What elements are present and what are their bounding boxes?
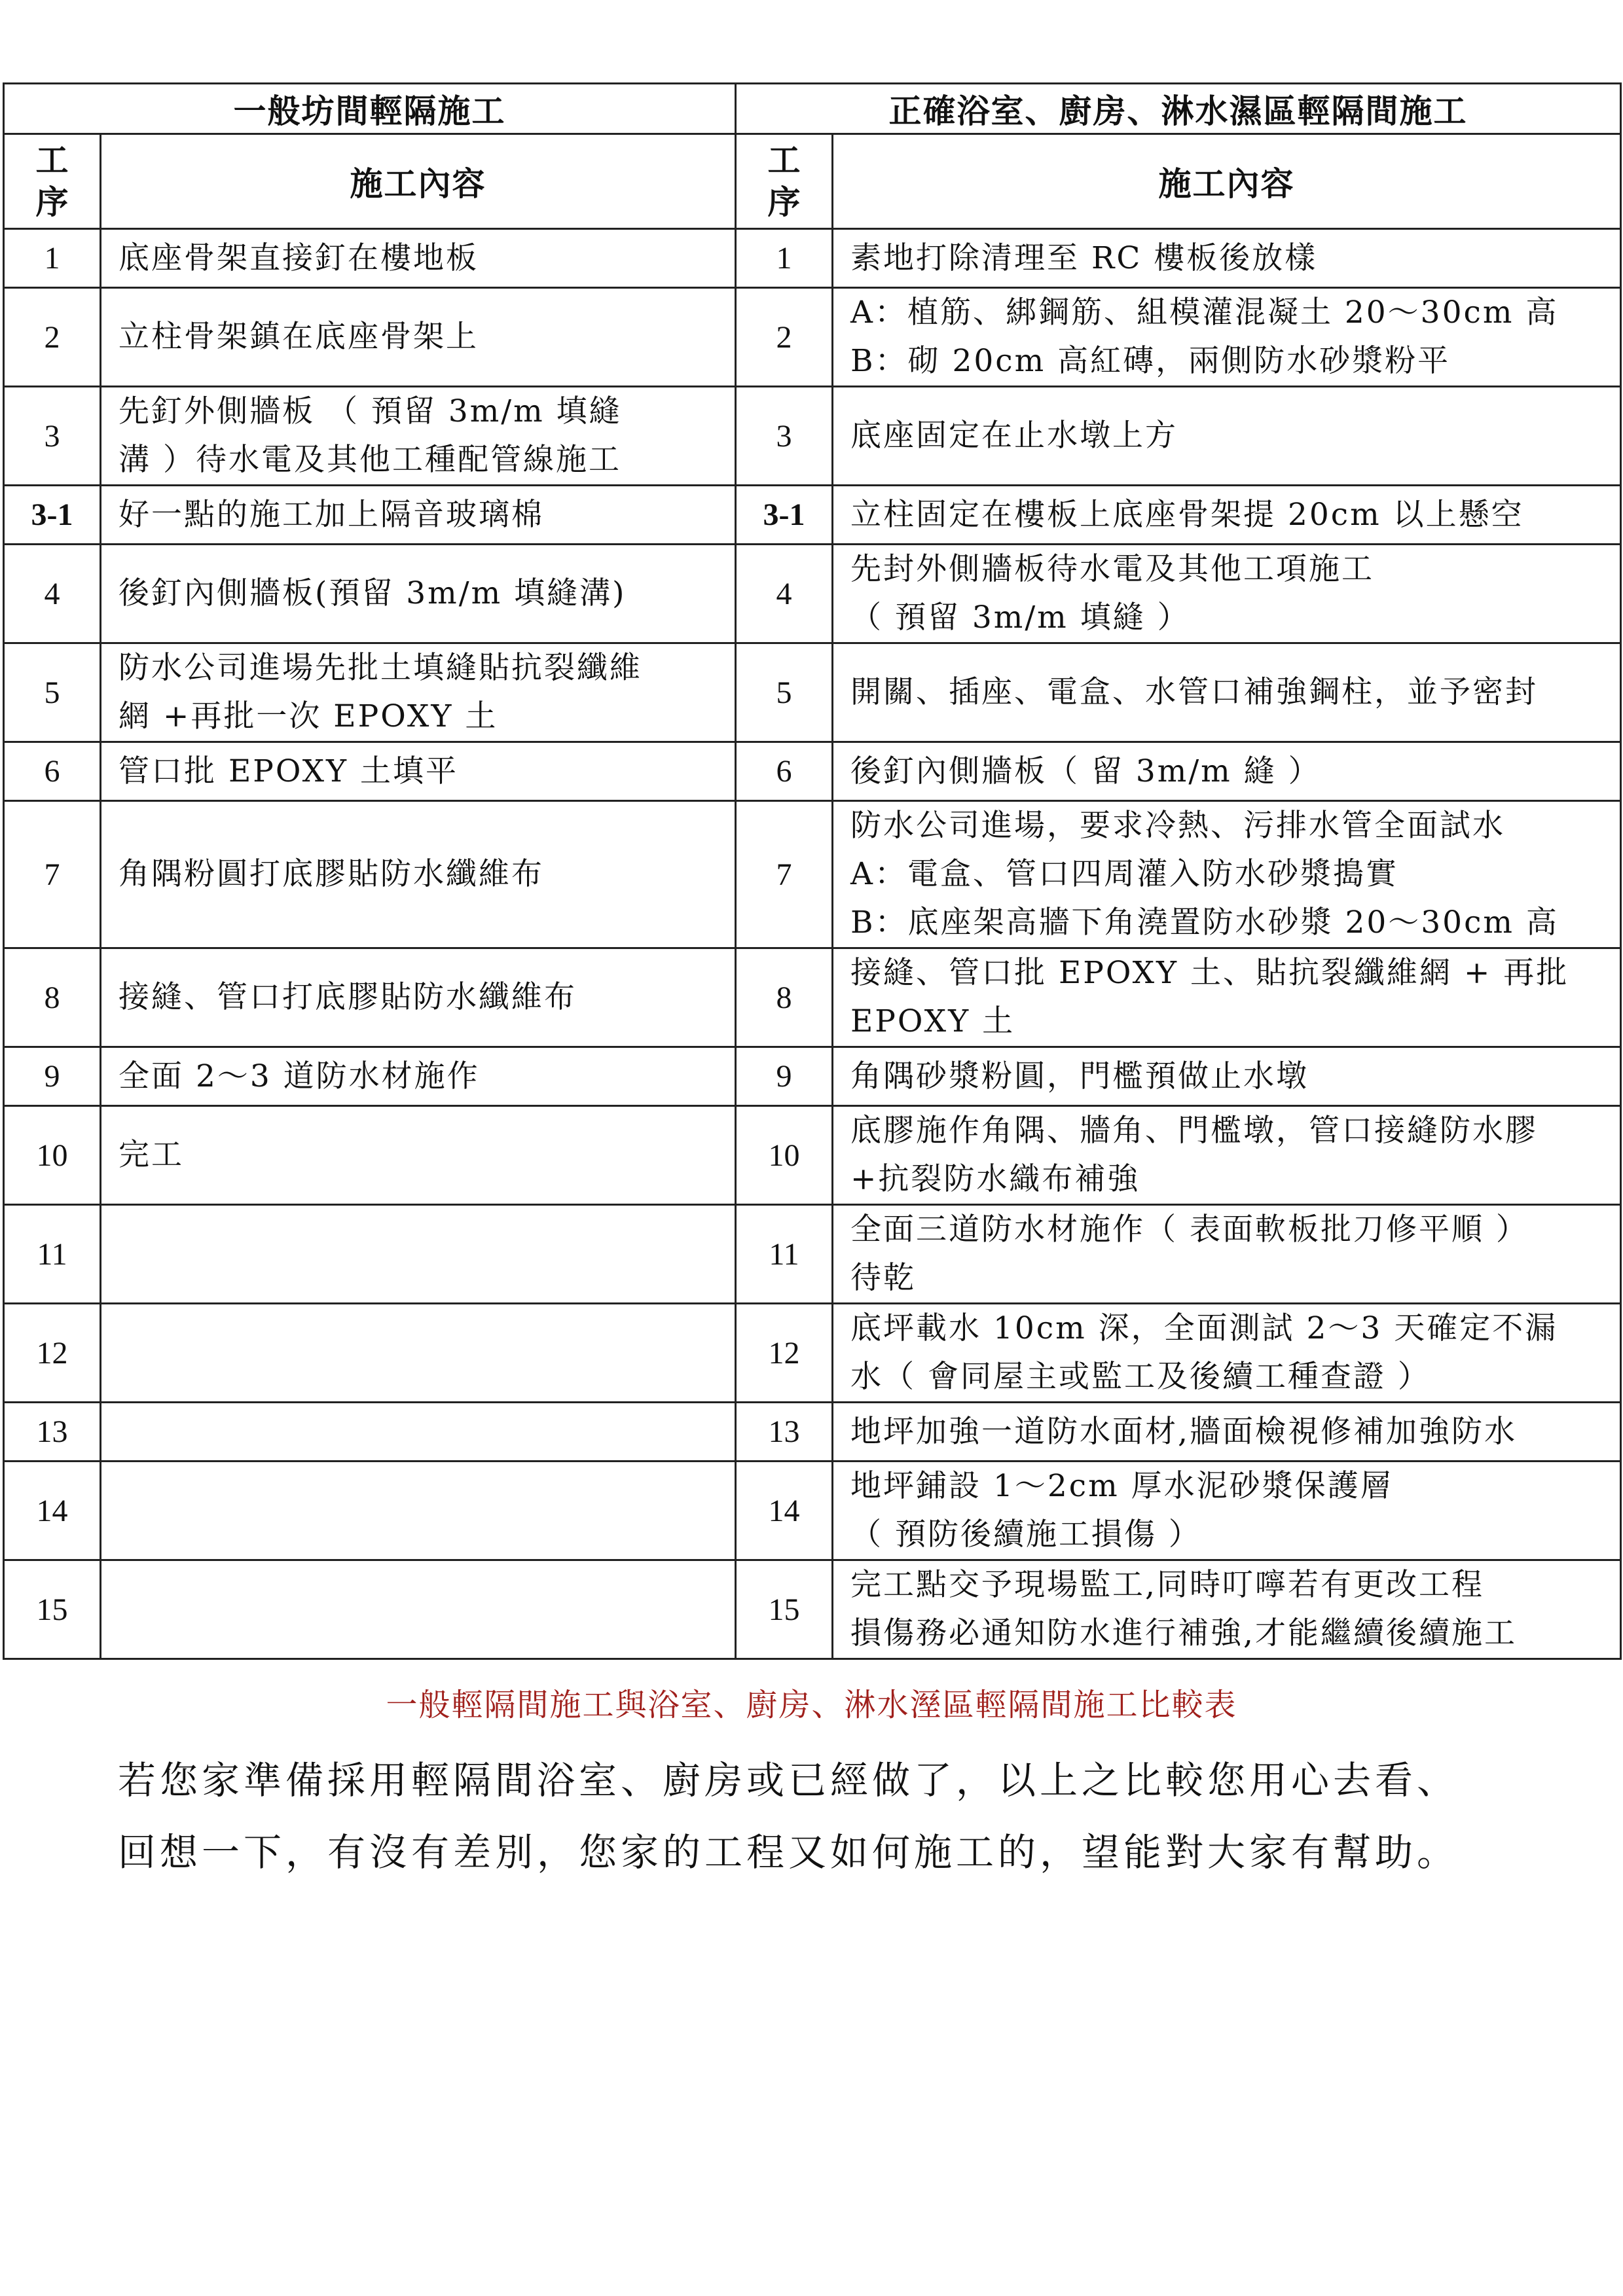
left-step-content <box>101 1304 736 1403</box>
right-step-content <box>833 1462 1621 1560</box>
left-step-number: 7 <box>4 801 101 948</box>
table-row <box>4 948 1621 1047</box>
left-step-number: 15 <box>4 1560 101 1659</box>
right-step-number: 14 <box>736 1462 833 1560</box>
right-step-number: 8 <box>736 948 833 1047</box>
left-step-content <box>101 643 736 742</box>
content-line: 先封外側牆板待水電及其他工項施工 <box>850 551 1374 587</box>
right-step-number: 3-1 <box>736 486 833 545</box>
left-step-content <box>101 948 736 1047</box>
content-line: 水（ 會同屋主或監工及後續工種查證 ） <box>850 1359 1431 1395</box>
step-header-line: 序 <box>767 183 801 221</box>
left-step-content <box>101 1205 736 1304</box>
content-line: 角隅砂漿粉圓，門檻預做止水墩 <box>850 1058 1309 1094</box>
left-step-number: 10 <box>4 1106 101 1205</box>
content-line: 損傷務必通知防水進行補強,才能繼續後續施工 <box>850 1615 1517 1651</box>
right-step-number: 2 <box>736 288 833 387</box>
content-line: （ 預留 3m/m 填縫 ） <box>850 600 1190 636</box>
section-title-row <box>4 84 1621 134</box>
right-step-content <box>833 643 1621 742</box>
paragraph-line: 回想一下，有沒有差別，您家的工程又如何施工的，望能對大家有幫助。 <box>118 1830 1459 1874</box>
table-row <box>4 643 1621 742</box>
left-step-number: 6 <box>4 742 101 801</box>
left-step-content <box>101 229 736 288</box>
right-step-content <box>833 1106 1621 1205</box>
content-line: 底坪載水 10cm 深，全面測試 2～3 天確定不漏 <box>850 1310 1558 1346</box>
right-step-number: 1 <box>736 229 833 288</box>
left-section-title: 一般坊間輕隔施工 <box>4 84 736 134</box>
content-line: 待乾 <box>850 1260 916 1296</box>
content-line: 底座骨架直接釘在樓地板 <box>119 240 479 276</box>
left-step-content <box>101 1106 736 1205</box>
right-step-header <box>736 134 833 229</box>
content-line: 底膠施作角隅、牆角、門檻墩，管口接縫防水膠 <box>850 1113 1538 1149</box>
right-step-content <box>833 1560 1621 1659</box>
content-line: 立柱骨架鎮在底座骨架上 <box>119 319 479 355</box>
content-line: 素地打除清理至 RC 樓板後放樣 <box>850 240 1318 276</box>
left-step-content <box>101 801 736 948</box>
left-step-number: 11 <box>4 1205 101 1304</box>
table-row <box>4 1047 1621 1106</box>
right-step-content <box>833 948 1621 1047</box>
content-line: 完工 <box>119 1137 184 1173</box>
content-line: 地坪加強一道防水面材,牆面檢視修補加強防水 <box>850 1413 1517 1450</box>
content-line: 好一點的施工加上隔音玻璃棉 <box>119 496 544 533</box>
right-step-content <box>833 486 1621 545</box>
table-row <box>4 1304 1621 1403</box>
table-row <box>4 1403 1621 1462</box>
right-step-number: 12 <box>736 1304 833 1403</box>
left-step-content <box>101 1403 736 1462</box>
table-row <box>4 387 1621 486</box>
content-line: B：砌 20cm 高紅磚，兩側防水砂漿粉平 <box>850 343 1451 379</box>
step-header-line: 工 <box>35 141 69 179</box>
content-line: （ 預防後續施工損傷 ） <box>850 1516 1201 1552</box>
right-step-content <box>833 742 1621 801</box>
left-step-number: 14 <box>4 1462 101 1560</box>
content-line: 地坪鋪設 1～2cm 厚水泥砂漿保護層 <box>850 1468 1393 1504</box>
right-step-content <box>833 288 1621 387</box>
content-line: 後釘內側牆板（ 留 3m/m 縫 ） <box>850 753 1321 789</box>
left-step-content <box>101 1560 736 1659</box>
content-line: B：底座架高牆下角澆置防水砂漿 20～30cm 高 <box>850 905 1559 941</box>
right-step-number: 13 <box>736 1403 833 1462</box>
content-line: 管口批 EPOXY 土填平 <box>119 753 459 789</box>
content-line: EPOXY 土 <box>850 1003 1015 1039</box>
content-line: +抗裂防水織布補強 <box>850 1161 1140 1197</box>
table-caption: 一般輕隔間施工與浴室、廚房、淋水溼區輕隔間施工比較表 <box>386 1687 1237 1723</box>
table-row <box>4 288 1621 387</box>
left-step-number: 4 <box>4 545 101 643</box>
table-row <box>4 1560 1621 1659</box>
content-line: 接縫、管口批 EPOXY 土、貼抗裂纖維網 + 再批 <box>850 955 1569 991</box>
content-line: 網 +再批一次 EPOXY 土 <box>119 698 498 734</box>
left-step-content <box>101 486 736 545</box>
table-row <box>4 1106 1621 1205</box>
step-header-line: 工 <box>767 141 801 179</box>
content-line: 全面三道防水材施作（ 表面軟板批刀修平順 ） <box>850 1211 1529 1247</box>
right-step-number: 11 <box>736 1205 833 1304</box>
right-step-number: 10 <box>736 1106 833 1205</box>
left-step-content <box>101 288 736 387</box>
right-step-content <box>833 1304 1621 1403</box>
content-line: 先釘外側牆板 （ 預留 3m/m 填縫 <box>119 393 622 429</box>
table-row <box>4 801 1621 948</box>
table-row <box>4 545 1621 643</box>
right-step-content <box>833 545 1621 643</box>
left-step-content <box>101 742 736 801</box>
content-line: 防水公司進場先批土填縫貼抗裂纖維 <box>119 650 642 686</box>
closing-paragraph <box>118 1744 1558 1888</box>
left-step-content <box>101 1462 736 1560</box>
left-content-header: 施工內容 <box>101 134 736 229</box>
left-step-content <box>101 545 736 643</box>
content-line: A：電盒、管口四周灌入防水砂漿搗實 <box>850 856 1398 892</box>
left-step-number: 5 <box>4 643 101 742</box>
content-line: 全面 2～3 道防水材施作 <box>119 1058 480 1094</box>
right-step-content <box>833 801 1621 948</box>
right-step-content <box>833 1205 1621 1304</box>
right-step-content <box>833 1047 1621 1106</box>
left-step-number: 13 <box>4 1403 101 1462</box>
step-header-line: 序 <box>35 183 69 221</box>
right-step-number: 3 <box>736 387 833 486</box>
table-row <box>4 486 1621 545</box>
left-step-number: 12 <box>4 1304 101 1403</box>
left-step-number: 3 <box>4 387 101 486</box>
content-line: 接縫、管口打底膠貼防水纖維布 <box>119 979 577 1015</box>
right-step-number: 5 <box>736 643 833 742</box>
left-step-content <box>101 1047 736 1106</box>
content-line: 立柱固定在樓板上底座骨架提 20cm 以上懸空 <box>850 496 1524 533</box>
left-step-number: 3-1 <box>4 486 101 545</box>
left-step-content <box>101 387 736 486</box>
right-step-content <box>833 1403 1621 1462</box>
paragraph-line: 若您家準備採用輕隔間浴室、廚房或已經做了，以上之比較您用心去看、 <box>118 1758 1459 1803</box>
comparison-table <box>3 82 1622 1660</box>
content-line: 防水公司進場，要求冷熱、污排水管全面試水 <box>850 808 1505 844</box>
right-step-number: 7 <box>736 801 833 948</box>
right-section-title: 正確浴室、廚房、淋水濕區輕隔間施工 <box>736 84 1621 134</box>
left-step-number: 2 <box>4 288 101 387</box>
table-row <box>4 742 1621 801</box>
right-step-number: 9 <box>736 1047 833 1106</box>
right-step-number: 6 <box>736 742 833 801</box>
content-line: A：植筋、綁鋼筋、組模灌混凝土 20～30cm 高 <box>850 295 1559 331</box>
content-line: 角隅粉圓打底膠貼防水纖維布 <box>119 856 544 892</box>
table-row <box>4 1205 1621 1304</box>
content-line: 溝 ）待水電及其他工種配管線施工 <box>119 442 621 478</box>
right-content-header: 施工內容 <box>833 134 1621 229</box>
content-line: 後釘內側牆板(預留 3m/m 填縫溝) <box>119 575 627 611</box>
content-line: 完工點交予現場監工,同時叮嚀若有更改工程 <box>850 1567 1484 1603</box>
right-step-content <box>833 229 1621 288</box>
left-step-number: 9 <box>4 1047 101 1106</box>
right-step-number: 15 <box>736 1560 833 1659</box>
left-step-header <box>4 134 101 229</box>
table-row <box>4 229 1621 288</box>
table-row <box>4 1462 1621 1560</box>
left-step-number: 8 <box>4 948 101 1047</box>
left-step-number: 1 <box>4 229 101 288</box>
column-header-row <box>4 134 1621 229</box>
content-line: 開關、插座、電盒、水管口補強鋼柱，並予密封 <box>850 674 1538 710</box>
right-step-number: 4 <box>736 545 833 643</box>
content-line: 底座固定在止水墩上方 <box>850 418 1178 454</box>
right-step-content <box>833 387 1621 486</box>
